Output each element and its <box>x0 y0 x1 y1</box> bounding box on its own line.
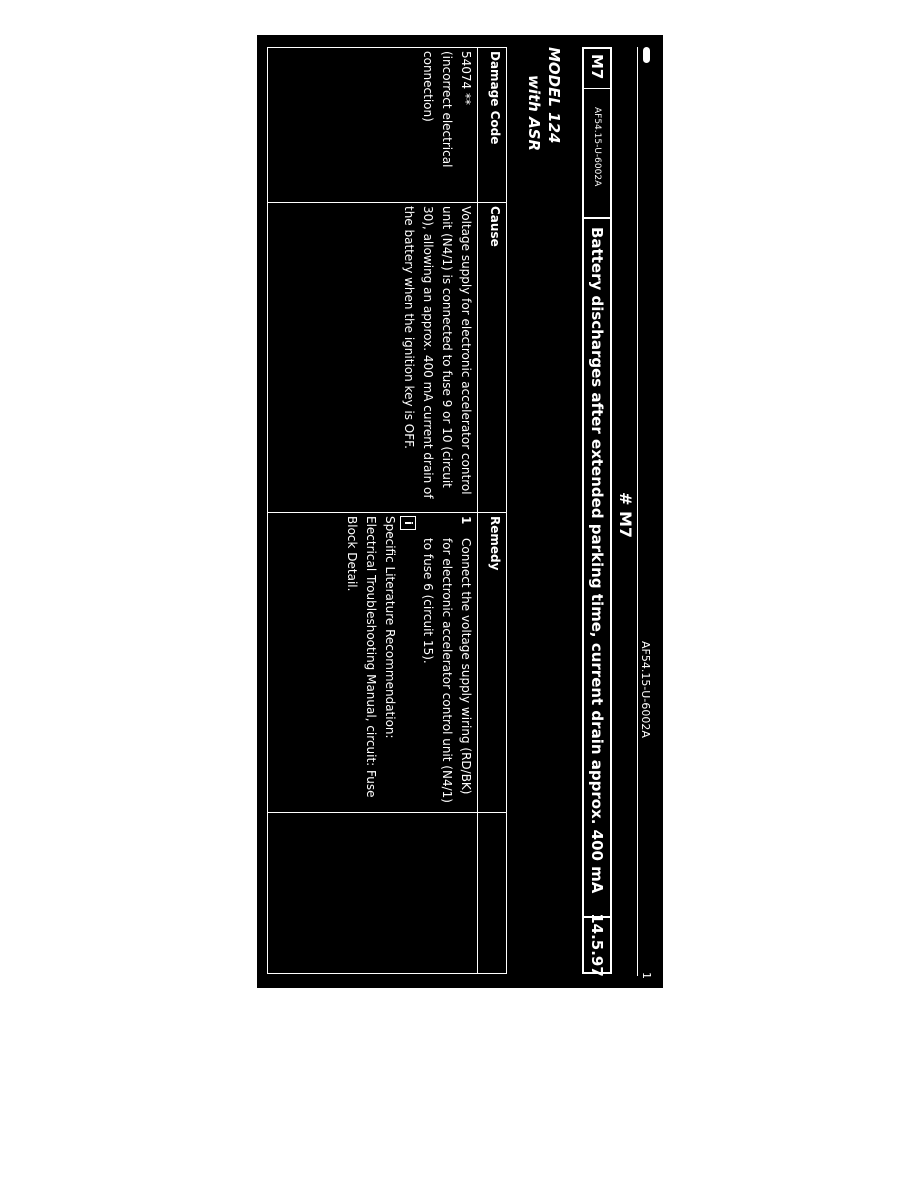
rotated-document <box>257 35 663 988</box>
document-date: 14.5.97 <box>588 913 606 977</box>
remedy-cell <box>268 513 478 813</box>
column-header-damage-code: Damage Code <box>478 48 507 203</box>
table-header-row <box>478 48 507 974</box>
column-header-cause: Cause <box>478 203 507 513</box>
cause-cell <box>268 203 478 513</box>
damage-code-table <box>267 47 507 974</box>
column-header-remedy: Remedy <box>478 513 507 813</box>
page-header <box>635 35 655 988</box>
info-icon: i <box>400 516 416 530</box>
column-header-empty <box>478 813 507 974</box>
damage-code: 54074 ** <box>459 51 473 105</box>
header-document-code: AF54.15-U-6002A <box>639 641 652 738</box>
title-box-id: M7 <box>584 49 610 89</box>
title-box <box>582 47 612 977</box>
scanned-page <box>257 35 663 988</box>
header-divider <box>637 47 638 976</box>
header-section-id: # M7 <box>616 492 635 539</box>
model-heading: MODEL 124 <box>545 47 563 144</box>
damage-code-cell <box>268 48 478 203</box>
document-title: Battery discharges after extended parking time, current drain approx. 400 mA <box>584 219 610 918</box>
literature-title: Specific Literature Recommendation: <box>383 516 397 739</box>
table-row <box>268 48 478 974</box>
remedy-step-number: 1 <box>459 516 473 525</box>
page-number: 1 <box>640 972 653 979</box>
model-subheading: with ASR <box>525 75 543 152</box>
empty-cell <box>268 813 478 974</box>
brand-logo-icon <box>643 47 650 63</box>
literature-text: Electrical Troubleshooting Manual, circuit: Fuse Block Detail. <box>345 516 378 798</box>
damage-code-note: (incorrect electrical connection) <box>421 51 454 168</box>
remedy-step-text: Connect the voltage supply wiring (RD/BK) for electronic accelerator control unit (N4/1) to fuse 6 (circuit 15). <box>421 538 473 803</box>
remedy-step <box>418 516 475 809</box>
title-box-code: AF54.15-U-6002A <box>584 89 610 219</box>
cause-text: Voltage supply for electronic accelerator control unit (N4/1) is connected to fuse 9 or 10 (circuit 30), allowing an approx. 400 mA current drain of the battery when the ignition key is OFF. <box>402 206 473 499</box>
